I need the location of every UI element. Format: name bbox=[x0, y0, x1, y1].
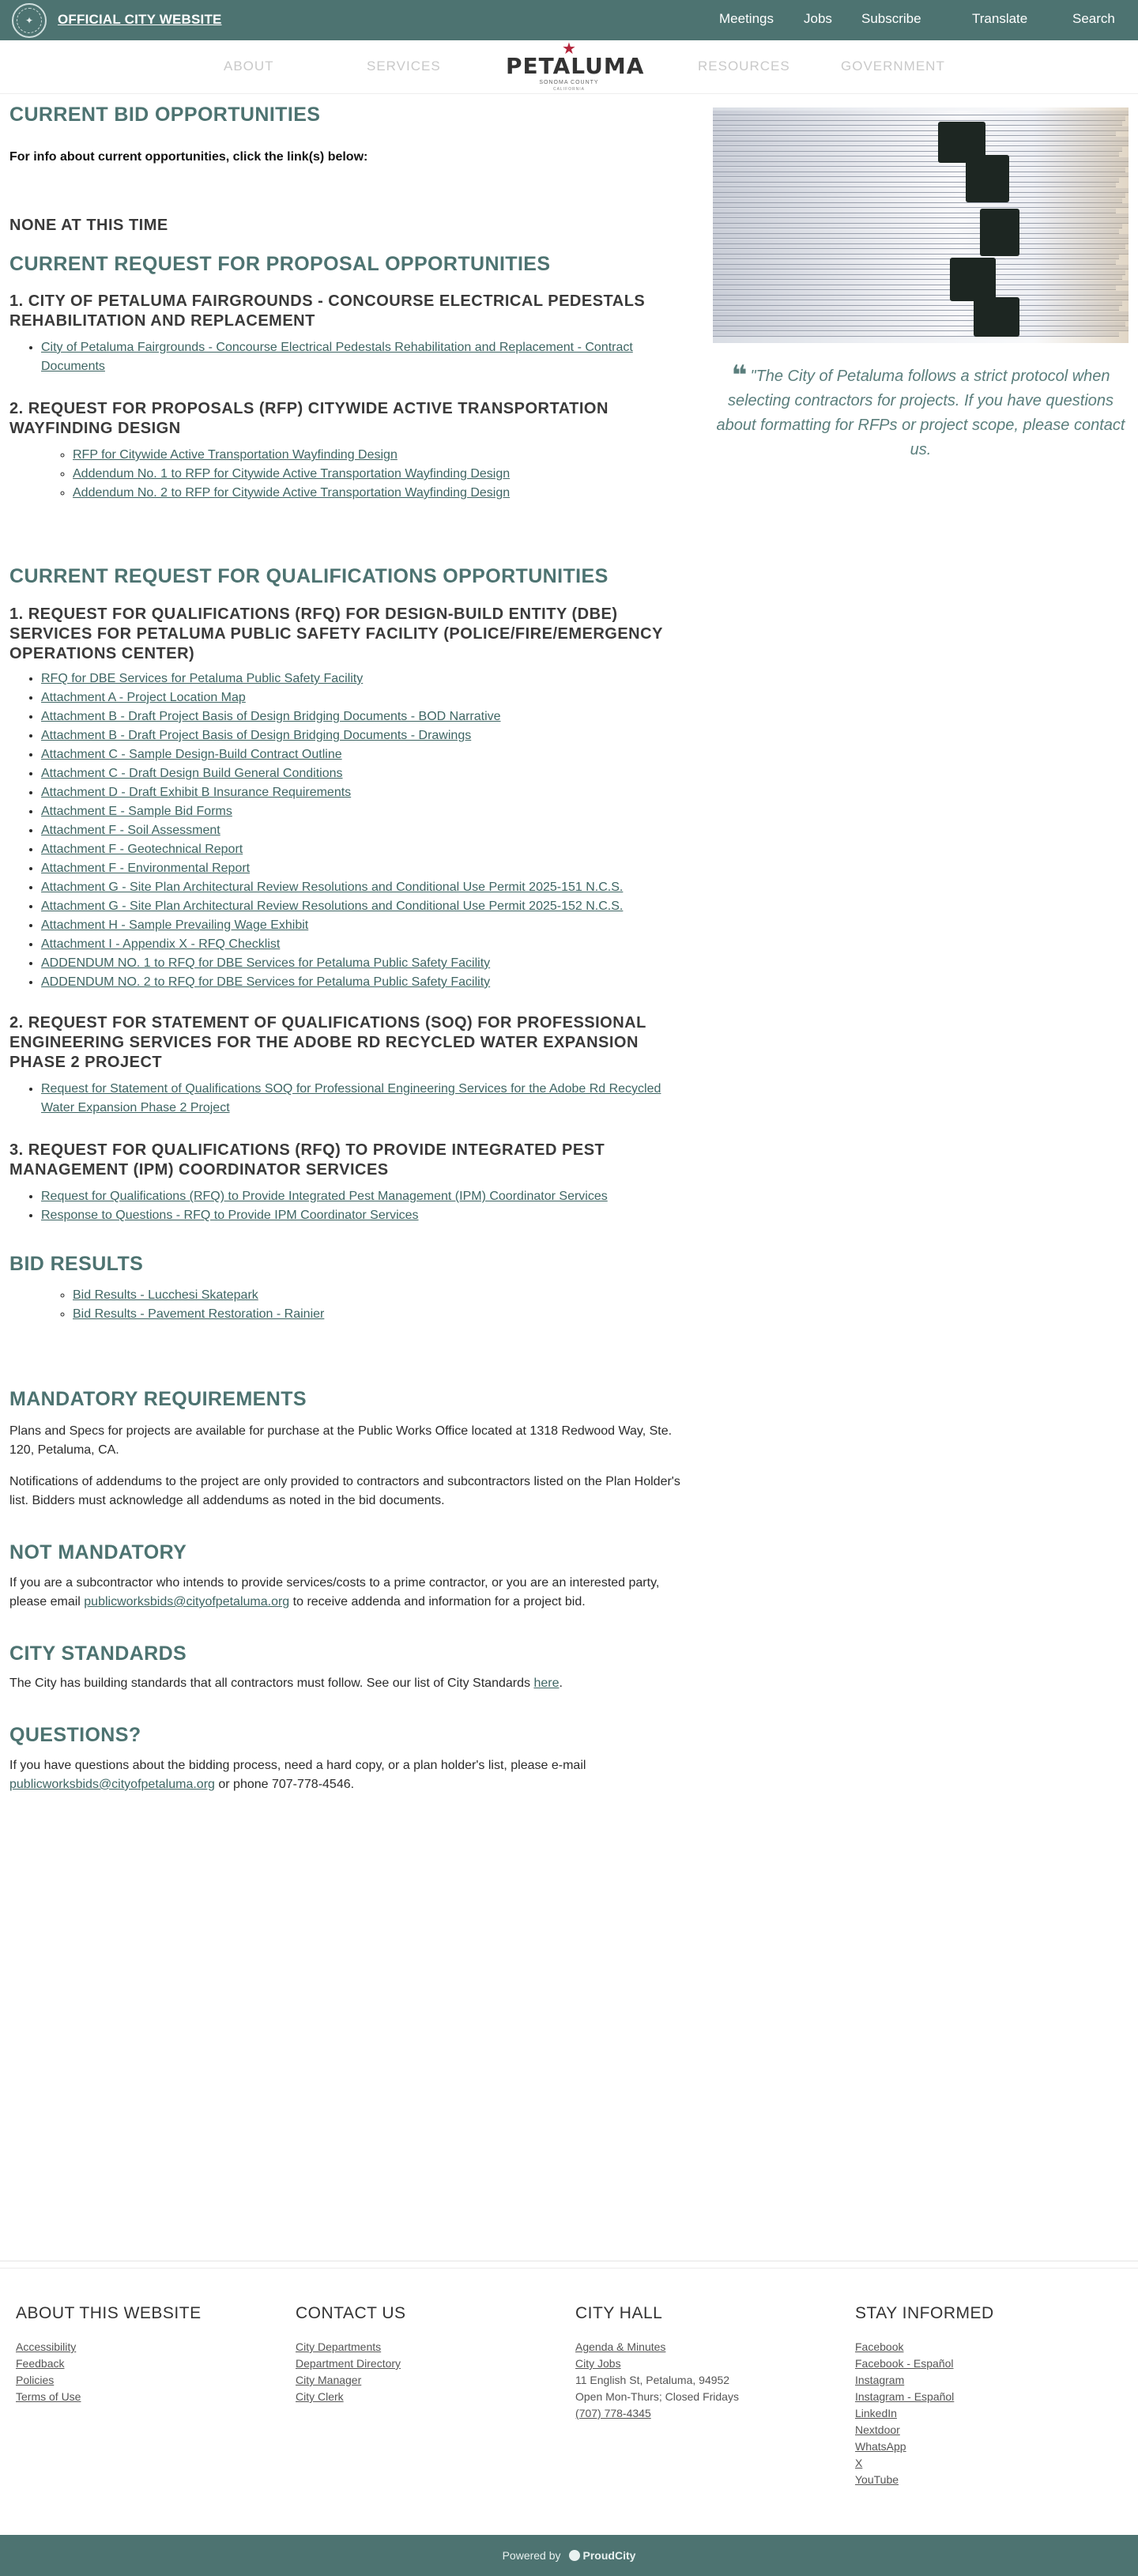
footer-link-row bbox=[855, 2355, 994, 2372]
bids-intro: For info about current opportunities, click the link(s) below: bbox=[9, 150, 368, 164]
nav-resources[interactable]: RESOURCES bbox=[698, 58, 790, 74]
questions-email-link[interactable]: publicworksbids@cityofpetaluma.org bbox=[9, 1778, 215, 1791]
rfq-3-link-2[interactable]: Response to Questions - RFQ to Provide IPM Coordinator Services bbox=[41, 1209, 419, 1222]
footer-divider bbox=[0, 2261, 1138, 2269]
footer-link-feedback[interactable]: Feedback bbox=[16, 2357, 65, 2370]
footer-link-row bbox=[855, 2339, 994, 2355]
footer-social-link-8[interactable]: X bbox=[855, 2457, 863, 2469]
rfq-1-link-8[interactable]: Attachment E - Sample Bid Forms bbox=[41, 805, 232, 818]
sidebar-quote bbox=[711, 360, 1130, 462]
rfq-1-link-7[interactable]: Attachment D - Draft Exhibit B Insurance Requirements bbox=[41, 786, 352, 799]
logo-subtitle-2: CALIFORNIA bbox=[552, 87, 585, 92]
footer-stay-informed bbox=[855, 2304, 994, 2488]
footer-link-accessibility[interactable]: Accessibility bbox=[16, 2340, 77, 2353]
footer-link-row bbox=[16, 2372, 202, 2389]
bid-result-link-1[interactable]: Bid Results - Lucchesi Skatepark bbox=[73, 1288, 258, 1302]
list-item bbox=[41, 783, 689, 802]
footer-link-row bbox=[296, 2355, 406, 2372]
footer-link-row bbox=[855, 2455, 994, 2472]
list-item bbox=[41, 1080, 689, 1118]
email-link[interactable]: publicworksbids@cityofpetaluma.org bbox=[84, 1595, 290, 1609]
rfq-1-link-9[interactable]: Attachment F - Soil Assessment bbox=[41, 824, 220, 837]
nav-about[interactable]: ABOUT bbox=[224, 58, 274, 74]
footer-link-row bbox=[855, 2438, 994, 2455]
footer-city-hall bbox=[575, 2304, 739, 2422]
rfq-1-link-5[interactable]: Attachment C - Sample Design-Build Contract Outline bbox=[41, 748, 342, 761]
footer-link-row bbox=[296, 2372, 406, 2389]
footer-link-row bbox=[16, 2389, 202, 2405]
nav-translate[interactable]: Translate bbox=[972, 11, 1028, 26]
footer-link-row bbox=[855, 2405, 994, 2422]
text-segment: to receive addenda and information for a project bid. bbox=[289, 1595, 586, 1609]
list-item bbox=[41, 707, 689, 726]
footer-link-city-departments[interactable]: City Departments bbox=[296, 2340, 382, 2353]
standards-here-link[interactable]: here bbox=[533, 1676, 560, 1690]
nav-subscribe[interactable]: Subscribe bbox=[861, 11, 921, 26]
footer-link-policies[interactable]: Policies bbox=[16, 2374, 55, 2386]
logo-subtitle: SONOMA COUNTY bbox=[539, 80, 599, 85]
rfp-2-link-2[interactable]: Addendum No. 1 to RFP for Citywide Active Transportation Wayfinding Design bbox=[73, 467, 511, 481]
heading-rfp: CURRENT REQUEST FOR PROPOSAL OPPORTUNITIES bbox=[9, 253, 551, 275]
main-navigation bbox=[0, 40, 1138, 94]
footer-link-city-manager[interactable]: City Manager bbox=[296, 2374, 362, 2386]
footer-hours: Open Mon-Thurs; Closed Fridays bbox=[575, 2390, 739, 2403]
footer-social-link-3[interactable]: Instagram bbox=[855, 2374, 905, 2386]
list-item bbox=[41, 973, 689, 992]
rfp-2-link-1[interactable]: RFP for Citywide Active Transportation Wayfinding Design bbox=[73, 448, 398, 462]
text-segment: If you are a subcontractor who intends to provide services/costs to a prime contractor, or you are an interested party, please email bbox=[9, 1576, 660, 1609]
list-item bbox=[41, 688, 689, 707]
rfq-1-link-13[interactable]: Attachment G - Site Plan Architectural Review Resolutions and Conditional Use Permit 2025-152 N.C.S. bbox=[41, 900, 624, 913]
rfq-2-link-1[interactable]: Request for Statement of Qualifications SOQ for Professional Engineering Services for the Adobe Rd Recycled Water Expansion Phase 2 Project bbox=[41, 1082, 661, 1115]
heading-current-bids: CURRENT BID OPPORTUNITIES bbox=[9, 104, 321, 126]
rfq-item-3-links bbox=[9, 1187, 689, 1225]
list-item bbox=[41, 840, 689, 859]
logo-wordmark: PETALUMA bbox=[506, 53, 645, 79]
mandatory-paragraph-1: Plans and Specs for projects are available for purchase at the Public Works Office located at 1318 Redwood Way, Ste. 120, Petaluma, CA. bbox=[9, 1424, 673, 1457]
rfq-3-link-1[interactable]: Request for Qualifications (RFQ) to Provide Integrated Pest Management (IPM) Coordinator Services bbox=[41, 1190, 608, 1203]
list-item bbox=[41, 821, 689, 840]
rfq-item-2-title: 2. REQUEST FOR STATEMENT OF QUALIFICATIONS (SOQ) FOR PROFESSIONAL ENGINEERING SERVICES FOR THE ADOBE RD RECYCLED WATER EXPANSION PHASE 2 PROJECT bbox=[9, 1014, 646, 1071]
rfp-item-1-links bbox=[9, 338, 689, 376]
nav-services[interactable]: SERVICES bbox=[367, 58, 441, 74]
nav-government[interactable]: GOVERNMENT bbox=[841, 58, 945, 74]
rfq-1-link-2[interactable]: Attachment A - Project Location Map bbox=[41, 691, 246, 704]
text-segment: or phone 707-778-4546. bbox=[214, 1778, 355, 1791]
rfq-1-link-4[interactable]: Attachment B - Draft Project Basis of Design Bridging Documents - Drawings bbox=[41, 729, 472, 742]
rfq-1-link-15[interactable]: Attachment I - Appendix X - RFQ Checklist bbox=[41, 937, 281, 951]
standards-paragraph bbox=[9, 1674, 689, 1693]
quote-text: "The City of Petaluma follows a strict protocol when selecting contractors for projects. If you have questions about formatting for RFPs or project scope, please contact us. bbox=[716, 368, 1125, 458]
main-content bbox=[9, 103, 689, 1794]
list-item bbox=[41, 954, 689, 973]
top-bar bbox=[0, 0, 1138, 40]
binder-clip bbox=[950, 258, 996, 301]
footer-link-row bbox=[16, 2339, 202, 2355]
list-item bbox=[41, 338, 689, 376]
footer-link-row bbox=[575, 2405, 739, 2422]
list-item bbox=[41, 726, 689, 745]
nav-search[interactable]: Search bbox=[1072, 11, 1115, 26]
footer-about bbox=[16, 2304, 202, 2405]
quote-icon: ❝ bbox=[731, 360, 748, 390]
rfp-item-2-links bbox=[9, 446, 689, 503]
documents-stack-image bbox=[713, 107, 1129, 343]
rfq-item-3-title: 3. REQUEST FOR QUALIFICATIONS (RFQ) TO PROVIDE INTEGRATED PEST MANAGEMENT (IPM) COORDINATOR SERVICES bbox=[9, 1141, 605, 1179]
bid-result-link-2[interactable]: Bid Results - Pavement Restoration - Rainier bbox=[73, 1307, 325, 1321]
list-item bbox=[41, 1187, 689, 1206]
footer-link-agenda-minutes[interactable]: Agenda & Minutes bbox=[575, 2340, 666, 2353]
footer-link-row bbox=[296, 2339, 406, 2355]
official-city-website-link[interactable]: OFFICIAL CITY WEBSITE bbox=[58, 12, 222, 27]
rfq-item-1-links bbox=[9, 669, 689, 992]
footer-link-row bbox=[855, 2472, 994, 2488]
footer-link-row bbox=[575, 2355, 739, 2372]
heading-mandatory: MANDATORY REQUIREMENTS bbox=[9, 1388, 307, 1410]
seal-icon: ✦ bbox=[17, 8, 42, 33]
footer-social-link-5[interactable]: LinkedIn bbox=[855, 2407, 897, 2419]
footer-link-row bbox=[855, 2372, 994, 2389]
petaluma-logo[interactable] bbox=[506, 40, 645, 94]
binder-clip bbox=[966, 155, 1009, 202]
rfq-1-link-11[interactable]: Attachment F - Environmental Report bbox=[41, 862, 251, 875]
footer-link-row bbox=[296, 2389, 406, 2405]
footer-stay-informed-title: STAY INFORMED bbox=[855, 2304, 994, 2322]
binder-clip bbox=[974, 297, 1019, 337]
rfq-item-1-title: 1. REQUEST FOR QUALIFICATIONS (RFQ) FOR DESIGN-BUILD ENTITY (DBE) SERVICES FOR PETALUMA PUBLIC SAFETY FACILITY (POLICE/FIRE/EMERGENCY OPERATIONS CENTER) bbox=[9, 605, 663, 662]
footer-link-row bbox=[855, 2422, 994, 2438]
binder-clip bbox=[980, 209, 1019, 256]
list-item bbox=[73, 1305, 689, 1324]
bid-results-links bbox=[9, 1286, 689, 1324]
footer-social-link-1[interactable]: Facebook bbox=[855, 2340, 904, 2353]
footer-link-row bbox=[855, 2389, 994, 2405]
rfq-1-link-17[interactable]: ADDENDUM NO. 2 to RFQ for DBE Services for Petaluma Public Safety Facility bbox=[41, 975, 491, 989]
rfp-item-2-title: 2. REQUEST FOR PROPOSALS (RFP) CITYWIDE ACTIVE TRANSPORTATION WAYFINDING DESIGN bbox=[9, 400, 609, 437]
list-item bbox=[41, 916, 689, 935]
footer-link-row bbox=[575, 2339, 739, 2355]
heading-rfq: CURRENT REQUEST FOR QUALIFICATIONS OPPORTUNITIES bbox=[9, 565, 609, 587]
footer-link-city-jobs[interactable]: City Jobs bbox=[575, 2357, 621, 2370]
list-item bbox=[41, 859, 689, 878]
list-item bbox=[73, 446, 689, 465]
rfq-1-link-6[interactable]: Attachment C - Draft Design Build General Conditions bbox=[41, 767, 343, 780]
proudcity-logo-icon bbox=[569, 2550, 580, 2561]
list-item bbox=[41, 764, 689, 783]
list-item bbox=[73, 1286, 689, 1305]
nav-jobs[interactable]: Jobs bbox=[804, 11, 832, 26]
text-segment: If you have questions about the bidding process, need a hard copy, or a plan holder's list, please e-mail bbox=[9, 1759, 586, 1772]
footer-social-link-7[interactable]: WhatsApp bbox=[855, 2440, 906, 2453]
list-item bbox=[73, 465, 689, 484]
city-seal-logo[interactable] bbox=[12, 3, 47, 38]
rfq-1-link-1[interactable]: RFQ for DBE Services for Petaluma Public Safety Facility bbox=[41, 672, 364, 685]
nav-meetings[interactable]: Meetings bbox=[719, 11, 774, 26]
footer-about-title: ABOUT THIS WEBSITE bbox=[16, 2304, 202, 2322]
image-background-blur bbox=[1034, 107, 1129, 343]
list-item bbox=[41, 802, 689, 821]
none-at-this-time: NONE AT THIS TIME bbox=[9, 217, 168, 234]
footer-city-hall-title: CITY HALL bbox=[575, 2304, 663, 2322]
powered-by-bar bbox=[0, 2535, 1138, 2576]
list-item bbox=[73, 484, 689, 503]
mandatory-paragraph-2: Notifications of addendums to the project are only provided to contractors and subcontractors listed on the Plan Holder's list. Bidders must acknowledge all addendums as noted in the bid documents. bbox=[9, 1475, 680, 1507]
not-mandatory-paragraph bbox=[9, 1574, 689, 1612]
footer-link-row bbox=[16, 2355, 202, 2372]
footer-link-terms[interactable]: Terms of Use bbox=[16, 2390, 81, 2403]
rfp-item-1-title: 1. CITY OF PETALUMA FAIRGROUNDS - CONCOURSE ELECTRICAL PEDESTALS REHABILITATION AND REPLACEMENT bbox=[9, 292, 646, 330]
footer-social-link-9[interactable]: YouTube bbox=[855, 2473, 899, 2486]
list-item bbox=[41, 669, 689, 688]
heading-city-standards: CITY STANDARDS bbox=[9, 1643, 187, 1665]
list-item bbox=[41, 897, 689, 916]
proudcity-label: ProudCity bbox=[582, 2549, 636, 2562]
heading-bid-results: BID RESULTS bbox=[9, 1253, 144, 1275]
rfq-1-link-12[interactable]: Attachment G - Site Plan Architectural Review Resolutions and Conditional Use Permit 2025-151 N.C.S. bbox=[41, 881, 624, 894]
heading-not-mandatory: NOT MANDATORY bbox=[9, 1541, 187, 1563]
footer-social-link-4[interactable]: Instagram - Español bbox=[855, 2390, 955, 2403]
footer-link-department-directory[interactable]: Department Directory bbox=[296, 2357, 401, 2370]
footer-address: 11 English St, Petaluma, 94952 bbox=[575, 2374, 730, 2386]
text-segment: . bbox=[559, 1676, 563, 1690]
rfq-item-2-links bbox=[9, 1080, 689, 1118]
list-item bbox=[41, 745, 689, 764]
text-segment: The City has building standards that all contractors must follow. See our list of City Standards bbox=[9, 1676, 534, 1690]
star-icon: ★ bbox=[562, 40, 576, 58]
rfq-1-link-16[interactable]: ADDENDUM NO. 1 to RFQ for DBE Services for Petaluma Public Safety Facility bbox=[41, 956, 491, 970]
list-item bbox=[41, 935, 689, 954]
footer-link-city-clerk[interactable]: City Clerk bbox=[296, 2390, 344, 2403]
heading-questions: QUESTIONS? bbox=[9, 1724, 141, 1746]
rfp-1-link-1[interactable]: City of Petaluma Fairgrounds - Concourse Electrical Pedestals Rehabilitation and Replacement - Contract Documents bbox=[41, 341, 633, 373]
questions-paragraph bbox=[9, 1756, 689, 1794]
proudcity-link[interactable] bbox=[569, 2549, 636, 2562]
powered-by-label: Powered by bbox=[502, 2549, 561, 2562]
list-item bbox=[41, 878, 689, 897]
footer-contact bbox=[296, 2304, 406, 2405]
footer-contact-title: CONTACT US bbox=[296, 2304, 406, 2322]
footer-social-link-6[interactable]: Nextdoor bbox=[855, 2423, 900, 2436]
list-item bbox=[41, 1206, 689, 1225]
rfq-1-link-10[interactable]: Attachment F - Geotechnical Report bbox=[41, 843, 243, 856]
footer-social-link-2[interactable]: Facebook - Español bbox=[855, 2357, 954, 2370]
footer-phone-link[interactable]: (707) 778-4345 bbox=[575, 2407, 651, 2419]
rfp-2-link-3[interactable]: Addendum No. 2 to RFP for Citywide Active Transportation Wayfinding Design bbox=[73, 486, 511, 500]
rfq-1-link-3[interactable]: Attachment B - Draft Project Basis of Design Bridging Documents - BOD Narrative bbox=[41, 710, 501, 723]
rfq-1-link-14[interactable]: Attachment H - Sample Prevailing Wage Exhibit bbox=[41, 918, 309, 932]
